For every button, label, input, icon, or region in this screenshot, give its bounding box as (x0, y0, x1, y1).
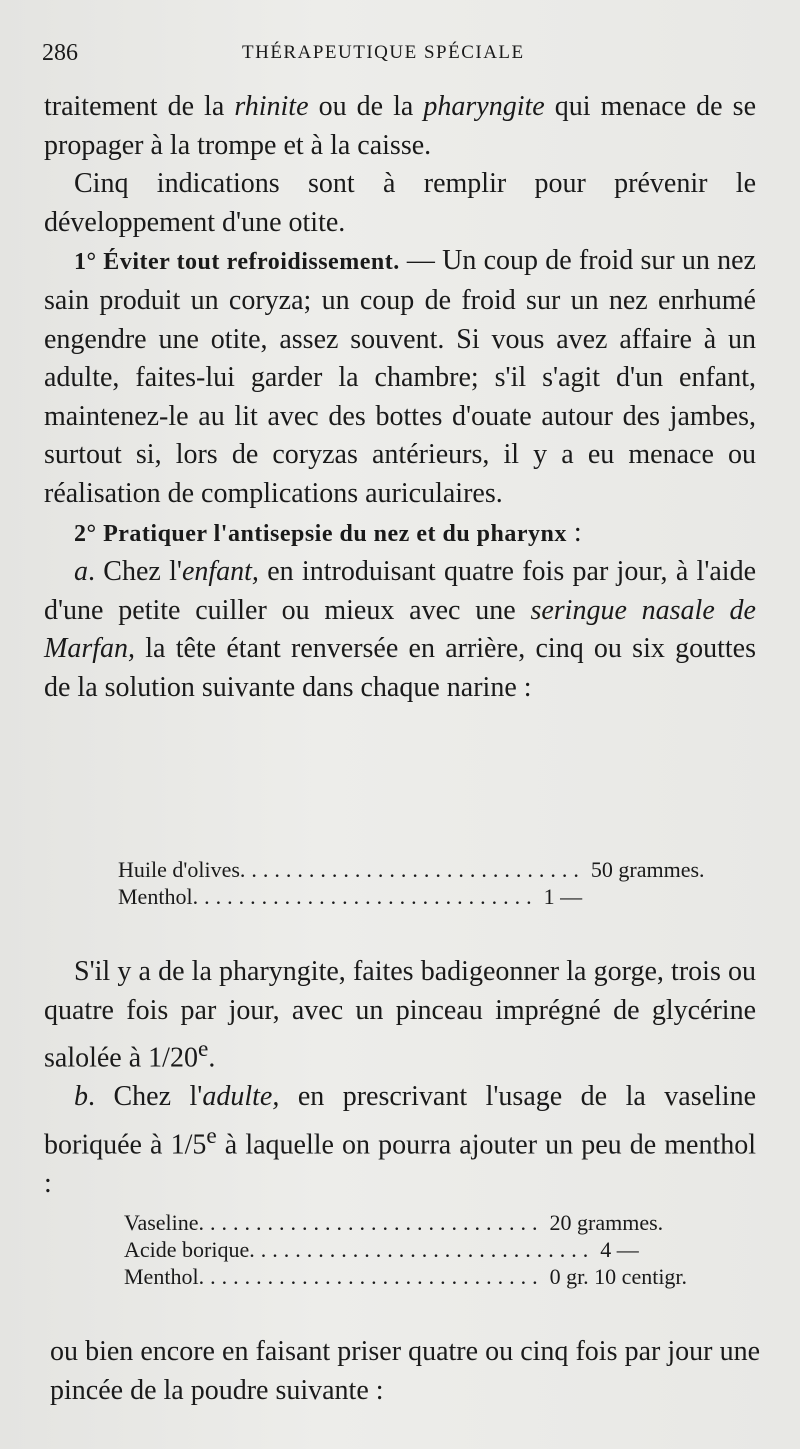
ingredient-name: Vaseline (124, 1210, 199, 1235)
text-run: : (566, 516, 582, 548)
section-heading-1: 1° Éviter tout refroidissement. (74, 249, 400, 276)
text-run: traitement de la (44, 91, 235, 122)
ingredient-dose: 0 gr. 10 centigr. (549, 1264, 688, 1289)
paragraph-indications: Cinq indications sont à remplir pour prévenir le développement d'une otite. (44, 168, 756, 238)
dot-leader: .............................. (239, 857, 585, 882)
text-run: . Chez l' (88, 556, 182, 588)
text-block-3 (50, 1333, 760, 1410)
superscript: e (197, 1036, 209, 1063)
page-number: 286 (42, 40, 78, 66)
paragraph-antisepsie-heading (44, 514, 756, 554)
ingredient-name: Menthol (118, 884, 193, 909)
ingredient-name: Menthol (124, 1264, 199, 1289)
paragraph-pharyngite (44, 953, 756, 1078)
ingredient-name: Acide borique (124, 1237, 250, 1262)
prescription-2 (124, 1209, 714, 1290)
item-letter: b (74, 1081, 88, 1113)
text-run: S'il y a de la pharyngite, faites badigeonner la gorge, trois ou quatre fois par jour, avec un pinceau imprégné de glycérine salolée à 1/20 (44, 956, 756, 1074)
text-run: . Chez l' (88, 1081, 203, 1113)
italic-term: rhinite (234, 91, 309, 122)
ingredient-name: Huile d'olives (118, 857, 240, 882)
text-run: qui menace de se propager à la trompe et à la caisse. (44, 91, 757, 161)
prescription-1 (118, 856, 718, 910)
running-title: THÉRAPEUTIQUE SPÉCIALE (242, 42, 525, 63)
italic-term: pharyngite (423, 91, 545, 122)
dot-leader: .............................. (249, 1237, 595, 1262)
paragraph-refroidissement (44, 242, 756, 513)
paragraph-adulte (44, 1078, 756, 1203)
text-run: en introduisant quatre fois par jour, à l'aide d'une petite cuiller ou mieux avec une (44, 556, 756, 626)
prescription-row (124, 1209, 714, 1236)
text-run: la tête étant renversée en arrière, cinq ou six gouttes de la solution suivante dans chaque narine : (44, 633, 756, 703)
paragraph-poudre: ou bien encore en faisant priser quatre ou cinq fois par jour une pincée de la poudre suivante : (50, 1336, 760, 1406)
italic-term: seringue nasale de Marfan, (44, 594, 756, 665)
prescription-row (118, 856, 718, 883)
section-heading-2: 2° Pratiquer l'antisepsie du nez et du pharynx (74, 520, 567, 547)
dot-leader: .............................. (198, 1264, 544, 1289)
text-run: en prescrivant l'usage de la vaseline boriquée à 1/5 (44, 1081, 756, 1161)
prescription-row (124, 1236, 714, 1263)
prescription-row (118, 883, 718, 910)
ingredient-dose: 1 — (543, 884, 583, 909)
paragraph-continuation (44, 88, 756, 165)
ingredient-dose: 20 grammes. (549, 1210, 664, 1235)
item-letter: a (74, 556, 88, 588)
dot-leader: .............................. (198, 1210, 544, 1235)
text-run: ou de la (308, 91, 424, 122)
ingredient-dose: 4 — (600, 1237, 639, 1262)
paragraph-enfant (44, 553, 756, 707)
page-header (42, 40, 762, 72)
dot-leader: .............................. (192, 884, 538, 909)
italic-term: enfant, (181, 556, 259, 588)
text-run: — Un coup de froid sur un nez sain produit un coryza; un coup de froid sur un nez enrhumé engendre une otite, assez souvent. Si vous avez affaire à un adulte, faites-lui garder la chambre; s'il s'agit d'un enfant, maintenez-le au lit avec des bottes d'ouate autour des jambes, surtout si, lors de coryzas antérieurs, il y a eu menace ou réalisation de complications auriculaires. (44, 245, 756, 509)
ingredient-dose: 50 grammes. (590, 857, 705, 882)
text-run: à laquelle on pourra ajouter un peu de menthol : (44, 1129, 757, 1199)
prescription-row (124, 1263, 714, 1290)
italic-term: adulte, (202, 1081, 280, 1113)
text-run: . (208, 1042, 216, 1074)
text-block-2 (44, 953, 756, 1203)
text-block-1 (44, 88, 756, 708)
superscript: e (206, 1122, 217, 1149)
